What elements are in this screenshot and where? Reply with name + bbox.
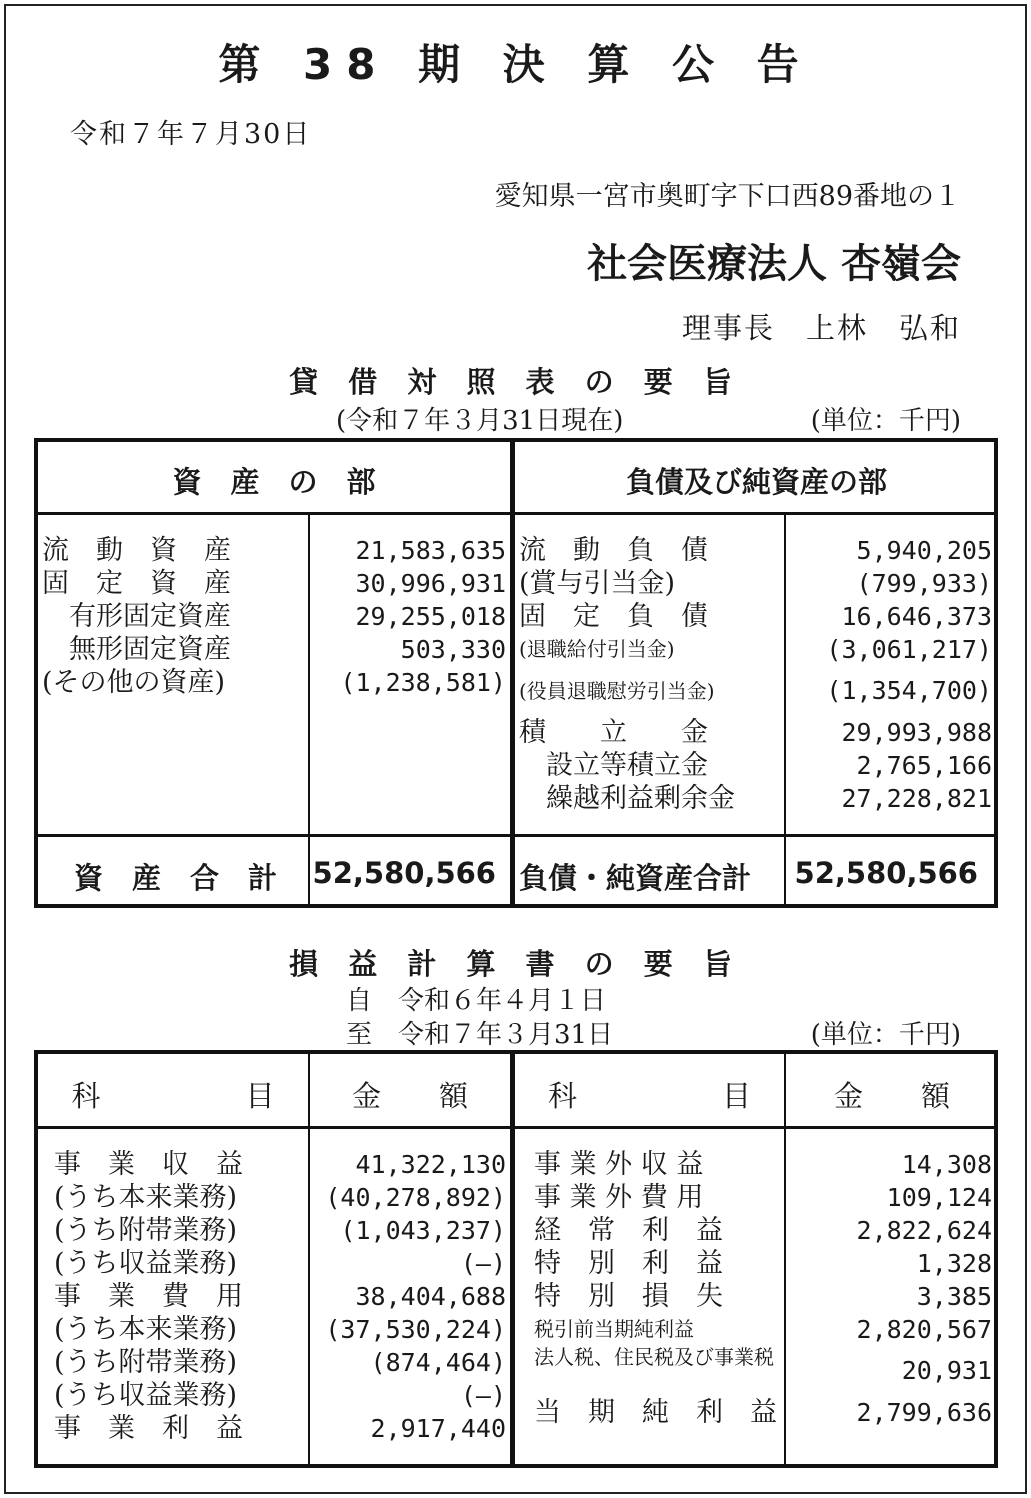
income-item-value: 2,799,636 [856,1398,992,1427]
income-item-label: 経 常 利 益 [534,1215,723,1246]
asset-value: 503,330 [400,635,506,664]
income-item-value: 1,328 [916,1249,992,1278]
income-item-label: 事 業 費 用 [54,1281,243,1312]
liability-label: 繰越利益剰余金 [519,783,735,814]
asset-value: 21,583,635 [355,536,506,565]
income-item-label: (うち収益業務) [54,1248,238,1279]
liability-label: 設立等積立金 [519,750,708,781]
income-item-value: 20,931 [901,1356,992,1385]
income-item-value: 3,385 [916,1282,992,1311]
liability-value: 2,765,166 [856,751,992,780]
period-to: 至 令和７年３月31日 [346,1020,614,1050]
income-item-value: (―) [460,1381,506,1410]
balance-sheet-unit: (単位：千円) [810,406,961,436]
income-item-value: (874,464) [370,1348,506,1377]
representative: 理事長 上林 弘和 [681,311,961,345]
asset-label: 無形固定資産 [42,634,231,665]
liability-value: 27,228,821 [841,784,992,813]
liabilities-values [788,534,992,815]
liability-label: (賞与引当金) [519,568,676,599]
asset-label: 固 定 資 産 [42,568,231,599]
balance-sheet-table [34,438,998,908]
liability-value: 16,646,373 [841,602,992,631]
income-item-value: 2,820,567 [856,1315,992,1344]
asset-value: (1,238,581) [340,668,506,697]
income-item-label: 事 業 利 益 [54,1413,243,1444]
liabilities-labels [519,534,781,815]
liabilities-header: 負債及び純資産の部 [625,465,887,499]
income-item-value: 14,308 [901,1150,992,1179]
income-item-value: 109,124 [886,1183,992,1212]
income-right-values [788,1148,992,1429]
assets-labels [42,534,304,699]
asset-value: 30,996,931 [355,569,506,598]
income-item-label: (うち本来業務) [54,1314,238,1345]
income-left-labels [54,1148,306,1445]
col-item-left: 科 目 [71,1079,275,1113]
income-item-value: (40,278,892) [325,1183,506,1212]
income-item-label: 特 別 利 益 [534,1248,723,1279]
liability-value: (3,061,217) [826,635,992,664]
income-item-label: (うち附帯業務) [54,1215,238,1246]
col-amount-right: 金 額 [833,1079,950,1113]
income-item-label: (うち収益業務) [54,1380,238,1411]
assets-header: 資 産 の 部 [172,465,376,499]
income-statement-title: 損 益 計 算 書 の 要 旨 [289,947,742,981]
income-item-label: 事 業 外 収 益 [534,1149,704,1180]
balance-sheet-title: 貸 借 対 照 表 の 要 旨 [289,365,742,399]
liabilities-total-label: 負債・純資産合計 [519,861,752,895]
liability-label: 積 立 金 [519,717,708,748]
income-item-label: (うち本来業務) [54,1182,238,1213]
asset-label: 有形固定資産 [42,601,231,632]
asset-value: 29,255,018 [355,602,506,631]
income-item-label: (うち附帯業務) [54,1347,238,1378]
liability-value: (1,354,700) [826,676,992,705]
income-item-label: 税引前当期純利益 [534,1317,694,1341]
income-item-value: (37,530,224) [325,1315,506,1344]
company-address: 愛知県一宮市奥町字下口西89番地の１ [494,181,961,212]
asset-label: 流 動 資 産 [42,535,231,566]
notice-date: 令和７年７月30日 [70,119,312,150]
income-item-value: 41,322,130 [355,1150,506,1179]
income-left-values [312,1148,506,1445]
col-amount-left: 金 額 [351,1079,468,1113]
liability-label: (役員退職慰労引当金) [519,679,715,703]
income-item-value: 38,404,688 [355,1282,506,1311]
col-item-right: 科 目 [547,1079,751,1113]
income-statement-unit: (単位：千円) [810,1020,961,1050]
income-item-label: 特 別 損 失 [534,1281,723,1312]
period-from: 自 令和６年４月１日 [346,986,607,1016]
income-item-label: 事 業 収 益 [54,1149,243,1180]
assets-total-value: 52,580,566 [312,856,496,890]
balance-sheet-date: (令和７年３月31日現在) [336,406,624,436]
income-statement-table [34,1050,998,1468]
company-name: 社会医療法人 杏嶺会 [587,241,961,287]
assets-total-label: 資 産 合 計 [74,861,278,895]
liability-value: 5,940,205 [856,536,992,565]
asset-label: (その他の資産) [42,667,226,698]
income-item-value: (―) [460,1249,506,1278]
liability-value: 29,993,988 [841,718,992,747]
income-right-labels [534,1148,782,1429]
liabilities-total-value: 52,580,566 [794,856,978,890]
income-item-value: (1,043,237) [340,1216,506,1245]
liability-label: 固 定 負 債 [519,601,708,632]
liability-label: (退職給付引当金) [519,637,675,661]
liability-value: (799,933) [856,569,992,598]
liability-label: 流 動 負 債 [519,535,708,566]
assets-values [312,534,506,699]
income-item-label: 当 期 純 利 益 [534,1397,777,1428]
notice-title: 第 38 期 決 算 公 告 [218,40,813,89]
income-item-value: 2,917,440 [370,1414,506,1443]
income-item-label: 法人税、住民税及び事業税 [534,1345,774,1369]
income-item-label: 事 業 外 費 用 [534,1182,704,1213]
income-item-value: 2,822,624 [856,1216,992,1245]
